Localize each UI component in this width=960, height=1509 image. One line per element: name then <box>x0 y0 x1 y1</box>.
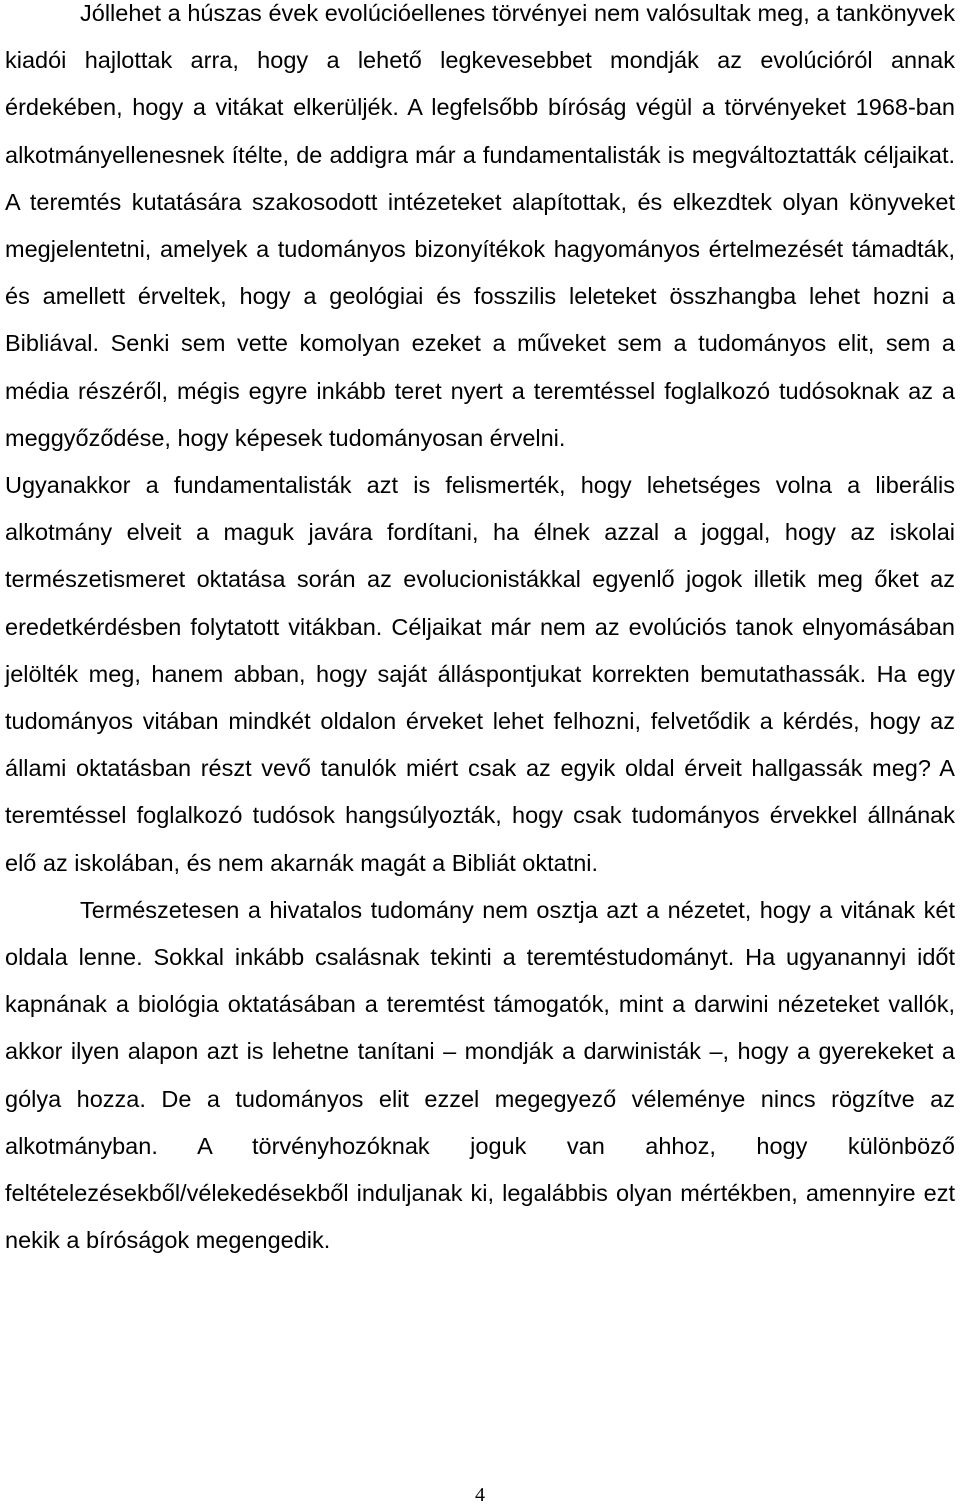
document-page <box>5 0 955 1264</box>
paragraph-1: Jóllehet a húszas évek evolúcióellenes törvényei nem valósultak meg, a tankönyvek kiadói hajlottak arra, hogy a lehető legkevesebbet mondják az evolúcióról annak érdekében, hogy a vitákat elkerüljék. A legfelsőbb bíróság végül a törvényeket 1968-ban alkotmányellenesnek ítélte, de addigra már a fundamentalisták is megváltoztatták céljaikat. A teremtés kutatására szakosodott intézeteket alapítottak, és elkezdtek olyan könyveket megjelentetni, amelyek a tudományos bizonyítékok hagyományos értelmezését támadták, és amellett érveltek, hogy a geológiai és fosszilis leleteket összhangba lehet hozni a Bibliával. Senki sem vette komolyan ezeket a műveket sem a tudományos elit, sem a média részéről, mégis egyre inkább teret nyert a teremtéssel foglalkozó tudósoknak az a meggyőződése, hogy képesek tudományosan érvelni. <box>5 0 955 451</box>
page-number: 4 <box>475 1484 485 1506</box>
paragraph-2: Ugyanakkor a fundamentalisták azt is felismerték, hogy lehetséges volna a liberális alkotmány elveit a maguk javára fordítani, ha élnek azzal a joggal, hogy az iskolai természetismeret oktatása során az evolucionistákkal egyenlő jogok illetik meg őket az eredetkérdésben folytatott vitákban. Céljaikat már nem az evolúciós tanok elnyomásában jelölték meg, hanem abban, hogy saját álláspontjukat korrekten bemutathassák. Ha egy tudományos vitában mindkét oldalon érveket lehet felhozni, felvetődik a kérdés, hogy az állami oktatásban részt vevő tanulók miért csak az egyik oldal érveit hallgassák meg? A teremtéssel foglalkozó tudósok hangsúlyozták, hogy csak tudományos érvekkel állnának elő az iskolában, és nem akarnák magát a Bibliát oktatni. <box>5 472 955 876</box>
paragraph-3: Természetesen a hivatalos tudomány nem osztja azt a nézetet, hogy a vitának két oldala lenne. Sokkal inkább csalásnak tekinti a teremtéstudományt. Ha ugyanannyi időt kapnának a biológia oktatásában a teremtést támogatók, mint a darwini nézeteket vallók, akkor ilyen alapon azt is lehetne tanítani – mondják a darwinisták –, hogy a gyerekeket a gólya hozza. De a tudományos elit ezzel megegyező véleménye nincs rögzítve az alkotmányban. A törvényhozóknak joguk van ahhoz, hogy különböző feltételezésekből/vélekedésekből induljanak ki, legalábbis olyan mértékben, amennyire ezt nekik a bíróságok megengedik. <box>5 896 955 1254</box>
